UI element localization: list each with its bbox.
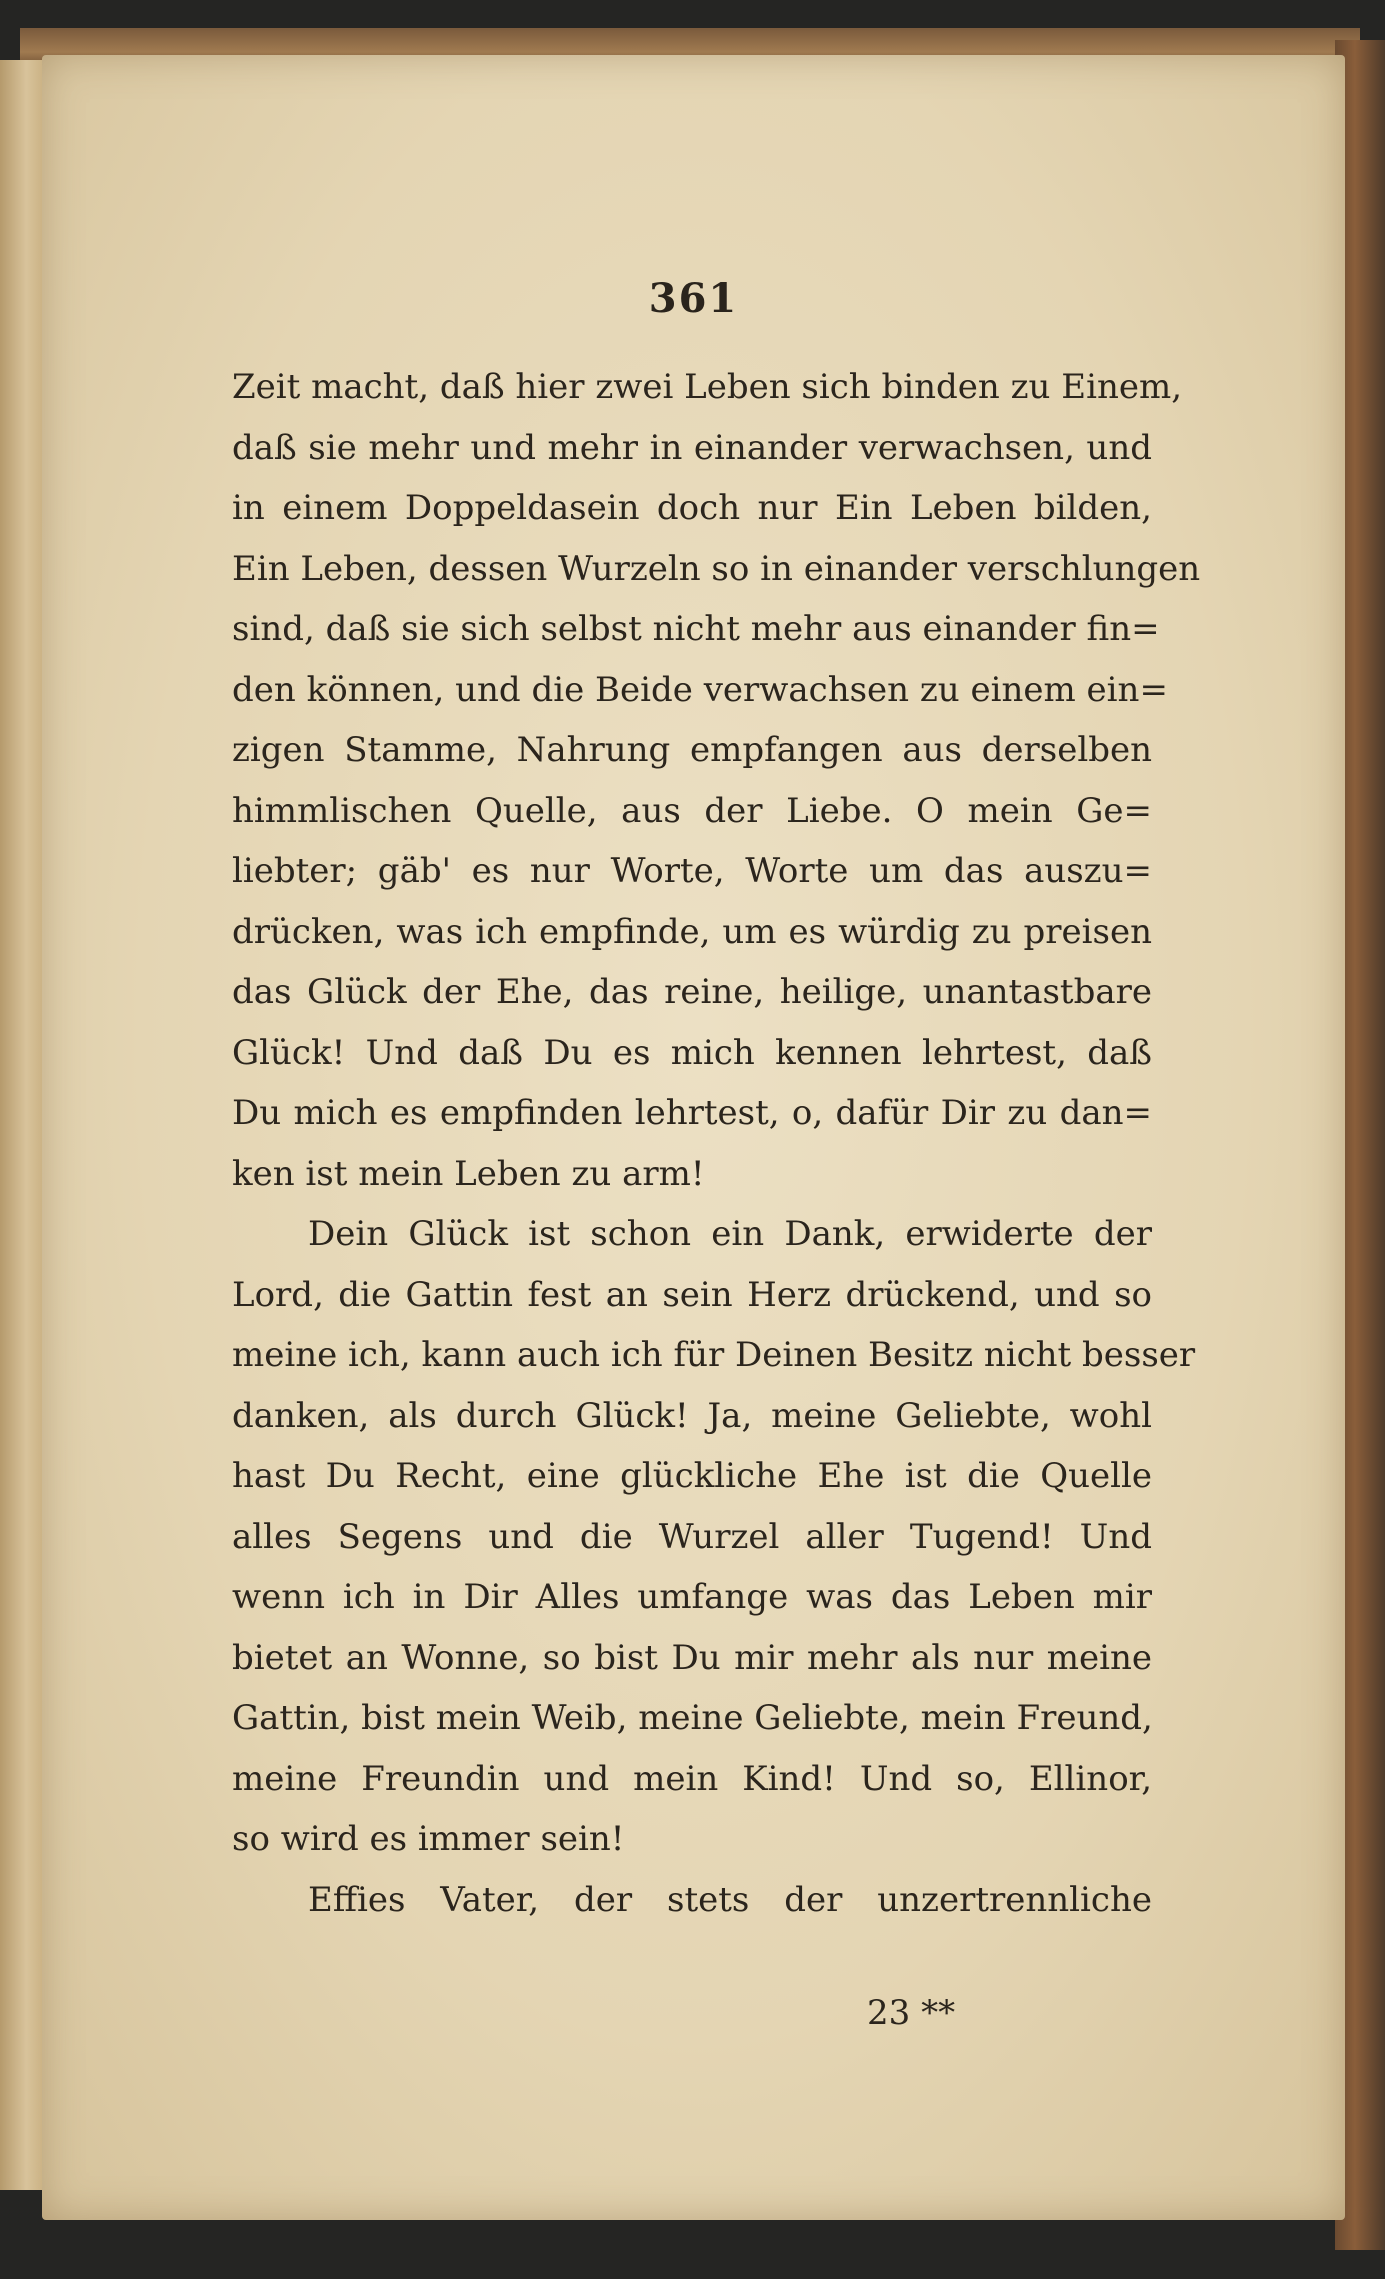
text-line: hast Du Recht, eine glückliche Ehe ist die Quelle: [232, 1456, 1152, 1496]
page-text: [232, 357, 1201, 1930]
text-line: meine ich, kann auch ich für Deinen Besitz nicht besser: [232, 1335, 1196, 1375]
text-line: daß sie mehr und mehr in einander verwachsen, und: [232, 427, 1152, 468]
text-line: das Glück der Ehe, das reine, heilige, unantastbare: [232, 972, 1152, 1012]
text-line: Du mich es empfinden lehrtest, o, dafür Dir zu dan=: [232, 1093, 1152, 1133]
printer-signature-mark: 23 **: [867, 1993, 956, 2033]
book-page: [42, 55, 1345, 2220]
text-line-paragraph-end: so wird es immer sein!: [232, 1819, 625, 1859]
text-line: in einem Doppeldasein doch nur Ein Leben bilden,: [232, 488, 1152, 528]
text-line: liebter; gäb' es nur Worte, Worte um das auszu=: [232, 851, 1152, 891]
text-line: himmlischen Quelle, aus der Liebe. O mein Ge=: [232, 790, 1152, 831]
text-line: sind, daß sie sich selbst nicht mehr aus einander fin=: [232, 609, 1160, 649]
text-line: den können, und die Beide verwachsen zu einem ein=: [232, 669, 1168, 710]
text-line: Gattin, bist mein Weib, meine Geliebte, mein Freund,: [232, 1698, 1153, 1738]
text-line: Glück! Und daß Du es mich kennen lehrtest, daß: [232, 1032, 1152, 1073]
text-line: danken, als durch Glück! Ja, meine Geliebte, wohl: [232, 1395, 1152, 1436]
text-line: meine Freundin und mein Kind! Und so, Ellinor,: [232, 1758, 1152, 1799]
text-line-paragraph-start: Dein Glück ist schon ein Dank, erwiderte der: [308, 1214, 1152, 1254]
text-line: drücken, was ich empfinde, um es würdig zu preisen: [232, 911, 1152, 952]
text-line: Ein Leben, dessen Wurzeln so in einander verschlungen: [232, 548, 1201, 589]
text-line: zigen Stamme, Nahrung empfangen aus derselben: [232, 730, 1152, 770]
text-line-paragraph-start: Effies Vater, der stets der unzertrennliche: [308, 1879, 1152, 1920]
text-line-paragraph-end: ken ist mein Leben zu arm!: [232, 1153, 705, 1194]
text-line: bietet an Wonne, so bist Du mir mehr als nur meine: [232, 1637, 1152, 1678]
text-line: Lord, die Gattin fest an sein Herz drückend, und so: [232, 1274, 1152, 1315]
text-line: Zeit macht, daß hier zwei Leben sich binden zu Einem,: [232, 367, 1183, 407]
text-line: wenn ich in Dir Alles umfange was das Leben mir: [232, 1577, 1152, 1617]
page-number: 361: [648, 275, 739, 322]
text-line: alles Segens und die Wurzel aller Tugend! Und: [232, 1516, 1152, 1557]
